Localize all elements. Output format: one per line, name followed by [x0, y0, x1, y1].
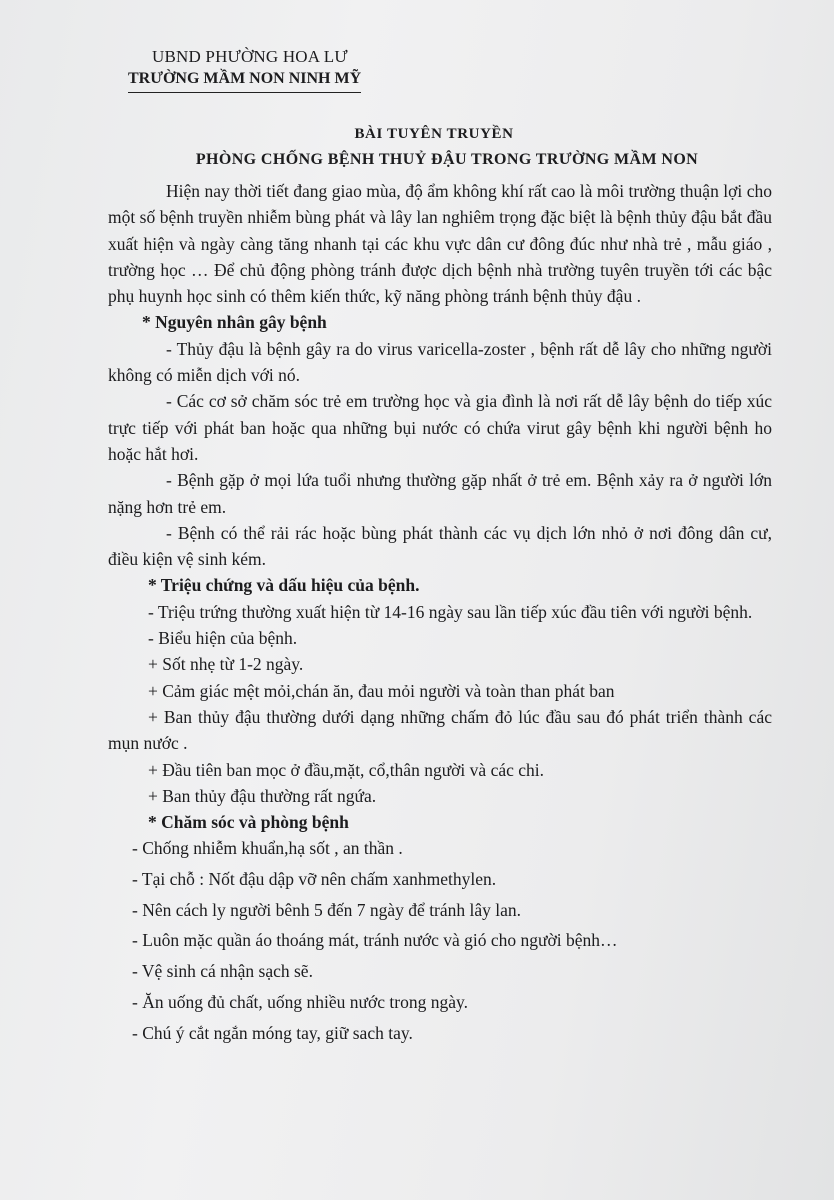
care-item: - Vệ sinh cá nhận sạch sẽ.: [132, 961, 313, 982]
section-heading-care: * Chăm sóc và phòng bệnh: [148, 812, 349, 833]
symptom-lead: - Triệu trứng thường xuất hiện từ 14-16 ngày sau lần tiếp xúc đầu tiên với người bệnh.: [148, 601, 753, 622]
care-item: - Chú ý cắt ngắn móng tay, giữ sach tay.: [132, 1022, 413, 1043]
symptom-item: + Sốt nhẹ từ 1-2 ngày.: [148, 654, 304, 675]
authority-name: UBND PHƯỜNG HOA LƯ: [152, 47, 348, 66]
symptom-item: + Đầu tiên ban mọc ở đầu,mặt, cổ,thân người và các chi.: [148, 759, 544, 780]
cause-item: - Bệnh có thể rải rác hoặc bùng phát thành các vụ dịch lớn nhỏ ở nơi đông dân cư, điều kiện vệ sinh kém.: [108, 522, 772, 570]
care-list: [108, 835, 772, 1045]
care-item: - Chống nhiễm khuẩn,hạ sốt , an thần .: [132, 838, 403, 859]
title-line-2: PHÒNG CHỐNG BỆNH THUỶ ĐẬU TRONG TRƯỜNG MẦM NON: [195, 151, 699, 168]
cause-item: - Thủy đậu là bệnh gây ra do virus varicella-zoster , bệnh rất dễ lây cho những người không có miễn dịch với nó.: [108, 338, 772, 386]
intro-paragraph: Hiện nay thời tiết đang giao mùa, độ ẩm không khí rất cao là môi trường thuận lợi cho một số bệnh truyền nhiễm bùng phát và lây lan nghiêm trọng đặc biệt là bệnh thủy đậu bắt đầu xuất hiện và ngày càng tăng nhanh tại các khu vực dân cư đông đúc như nhà trẻ , mẫu giáo , trường học … Để chủ động phòng tránh được dịch bệnh nhà trường tuyên truyền tới các bậc phụ huynh học sinh có thêm kiến thức, kỹ năng phòng tránh bệnh thủy đậu .: [108, 181, 772, 307]
document-title: [0, 124, 834, 170]
symptom-item: + Cảm giác mệt mỏi,chán ăn, đau mỏi người và toàn than phát ban: [148, 680, 615, 701]
cause-item: - Các cơ sở chăm sóc trẻ em trường học và gia đình là nơi rất dễ lây bệnh do tiếp xúc trực tiếp với phát ban hoặc qua những bụi nước có chứa virut gây bệnh khi người bệnh ho hoặc hắt hơi.: [108, 391, 772, 464]
section-heading-symptoms: * Triệu chứng và dấu hiệu của bệnh.: [148, 575, 420, 596]
care-item: - Luôn mặc quần áo thoáng mát, tránh nước và gió cho người bệnh…: [132, 930, 618, 951]
school-name: TRƯỜNG MẦM NON NINH MỸ: [128, 68, 361, 93]
document-header: [128, 46, 361, 93]
care-item: - Tại chỗ : Nốt đậu dập vỡ nên chấm xanhmethylen.: [132, 869, 497, 890]
care-item: - Ăn uống đủ chất, uống nhiều nước trong ngày.: [132, 991, 468, 1012]
care-item: - Nên cách ly người bênh 5 đến 7 ngày để tránh lây lan.: [132, 899, 522, 920]
symptom-subheading: - Biểu hiện của bệnh.: [148, 628, 298, 649]
document-body: [108, 178, 772, 1050]
title-line-1: BÀI TUYÊN TRUYỀN: [354, 126, 514, 142]
symptom-item: + Ban thủy đậu thường dưới dạng những chấm đỏ lúc đầu sau đó phát triển thành các mụn nước .: [108, 706, 772, 754]
cause-item: - Bệnh gặp ở mọi lứa tuổi nhưng thường gặp nhất ở trẻ em. Bệnh xảy ra ở người lớn nặng hơn trẻ em.: [108, 470, 772, 517]
symptom-item: + Ban thủy đậu thường rất ngứa.: [148, 785, 377, 806]
section-heading-cause: * Nguyên nhân gây bệnh: [142, 312, 327, 333]
